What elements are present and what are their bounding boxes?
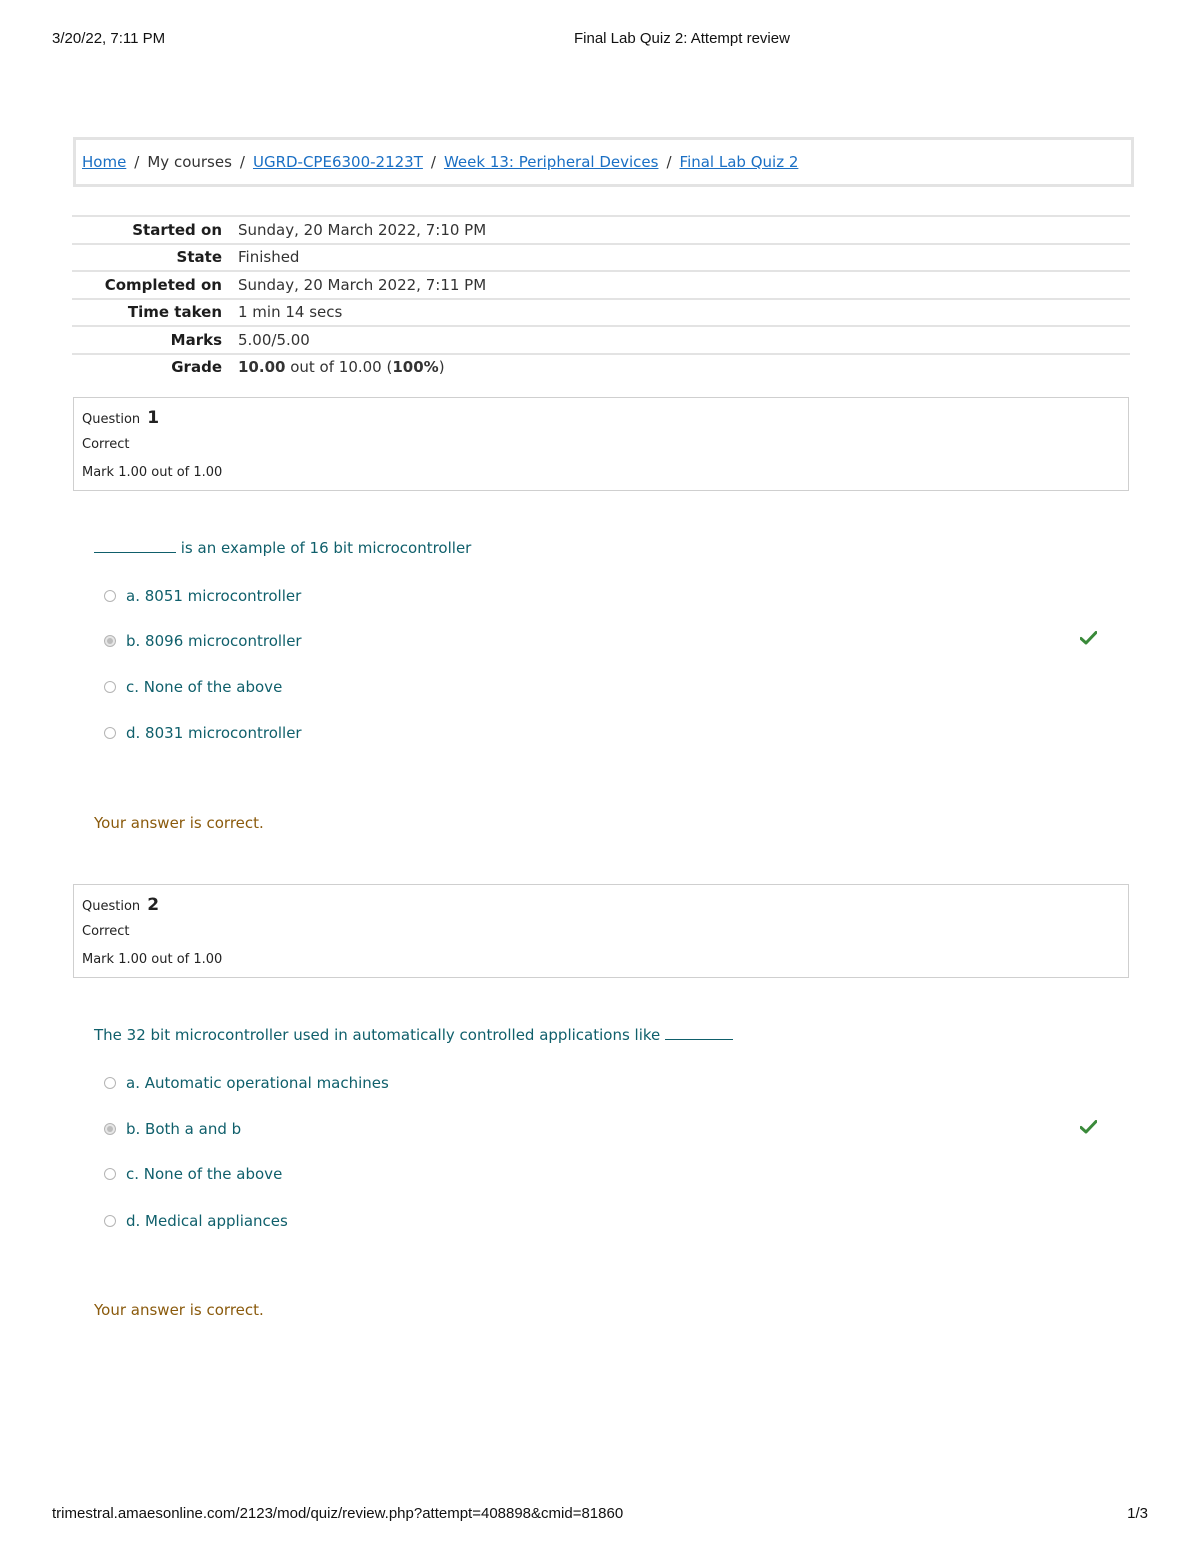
question-state: Correct (82, 924, 130, 939)
breadcrumb-separator: / (134, 153, 140, 171)
breadcrumb-separator: / (239, 153, 245, 171)
answer-option[interactable] (104, 724, 302, 742)
radio-icon[interactable] (104, 1215, 116, 1227)
question-info-box (73, 884, 1129, 978)
summary-label: State (176, 248, 222, 267)
radio-icon[interactable] (104, 1168, 116, 1180)
question-label: Question (82, 412, 141, 427)
summary-row-state (72, 244, 1130, 272)
grade-close: ) (438, 358, 445, 377)
answer-blank (665, 1027, 733, 1040)
summary-label: Marks (170, 330, 222, 349)
answer-option[interactable] (104, 1165, 282, 1183)
answer-option-label: a. Automatic operational machines (126, 1074, 389, 1092)
answer-feedback: Your answer is correct. (94, 1301, 264, 1319)
question-number-value: 2 (147, 895, 160, 915)
answer-option-label: b. Both a and b (126, 1120, 242, 1138)
radio-icon[interactable] (104, 681, 116, 693)
answer-option-selected[interactable] (104, 632, 302, 650)
summary-value: Sunday, 20 March 2022, 7:10 PM (238, 220, 487, 239)
answer-option[interactable] (104, 1074, 389, 1092)
answer-feedback: Your answer is correct. (94, 814, 264, 832)
radio-icon[interactable] (104, 727, 116, 739)
answer-option[interactable] (104, 587, 301, 605)
question-label: Question (82, 899, 141, 914)
breadcrumb-home-link[interactable]: Home (82, 153, 127, 171)
answer-option[interactable] (104, 678, 282, 696)
answer-option[interactable] (104, 1212, 288, 1230)
question-mark: Mark 1.00 out of 1.00 (82, 465, 223, 480)
print-url: trimestral.amaesonline.com/2123/mod/quiz/review.php?attempt=408898&cmid=81860 (52, 1505, 624, 1522)
breadcrumb (73, 137, 1134, 187)
summary-row-started (72, 216, 1130, 244)
page-number: 1/3 (1127, 1505, 1148, 1522)
summary-value: 1 min 14 secs (238, 303, 343, 322)
breadcrumb-separator: / (666, 153, 672, 171)
question-text (94, 1026, 733, 1044)
summary-row-time-taken (72, 299, 1130, 327)
answer-option-label: c. None of the above (126, 1165, 283, 1183)
question-mark: Mark 1.00 out of 1.00 (82, 952, 223, 967)
summary-label: Completed on (104, 275, 222, 294)
question-state: Correct (82, 437, 130, 452)
grade-percent: 100% (392, 358, 439, 377)
print-date: 3/20/22, 7:11 PM (52, 30, 166, 47)
question-text-content: is an example of 16 bit microcontroller (176, 539, 472, 557)
question-number-value: 1 (147, 408, 160, 428)
radio-checked-icon[interactable] (104, 1123, 116, 1135)
answer-option-label: d. Medical appliances (126, 1212, 288, 1230)
summary-row-grade (72, 354, 1130, 381)
summary-label: Grade (171, 358, 222, 377)
question-number (82, 895, 159, 915)
answer-option-label: b. 8096 microcontroller (126, 632, 302, 650)
breadcrumb-course-link[interactable]: UGRD-CPE6300-2123T (252, 153, 423, 171)
answer-blank (94, 540, 176, 553)
grade-out-of: out of 10.00 ( (285, 358, 393, 377)
breadcrumb-quiz-link[interactable]: Final Lab Quiz 2 (679, 153, 799, 171)
radio-icon[interactable] (104, 1077, 116, 1089)
radio-checked-icon[interactable] (104, 635, 116, 647)
attempt-summary-table (72, 215, 1130, 380)
breadcrumb-my-courses: My courses (147, 153, 232, 171)
check-icon (1080, 1120, 1097, 1134)
radio-icon[interactable] (104, 590, 116, 602)
question-number (82, 408, 159, 428)
summary-label: Started on (132, 220, 222, 239)
print-title: Final Lab Quiz 2: Attempt review (574, 30, 790, 47)
summary-value: 5.00/5.00 (238, 330, 310, 349)
check-icon (1080, 631, 1097, 645)
breadcrumb-separator: / (430, 153, 436, 171)
summary-row-marks (72, 326, 1130, 354)
answer-option-selected[interactable] (104, 1120, 241, 1138)
grade-score: 10.00 (238, 358, 286, 377)
summary-value: Sunday, 20 March 2022, 7:11 PM (238, 275, 487, 294)
question-text-content: The 32 bit microcontroller used in automatically controlled applications like (94, 1026, 666, 1044)
answer-option-label: d. 8031 microcontroller (126, 724, 302, 742)
question-info-box (73, 397, 1129, 491)
answer-option-label: a. 8051 microcontroller (126, 587, 302, 605)
question-text (94, 539, 471, 557)
summary-value (238, 354, 1130, 381)
breadcrumb-week-link[interactable]: Week 13: Peripheral Devices (443, 153, 659, 171)
summary-label: Time taken (127, 303, 222, 322)
summary-row-completed (72, 271, 1130, 299)
summary-value: Finished (238, 248, 300, 267)
answer-option-label: c. None of the above (126, 678, 283, 696)
